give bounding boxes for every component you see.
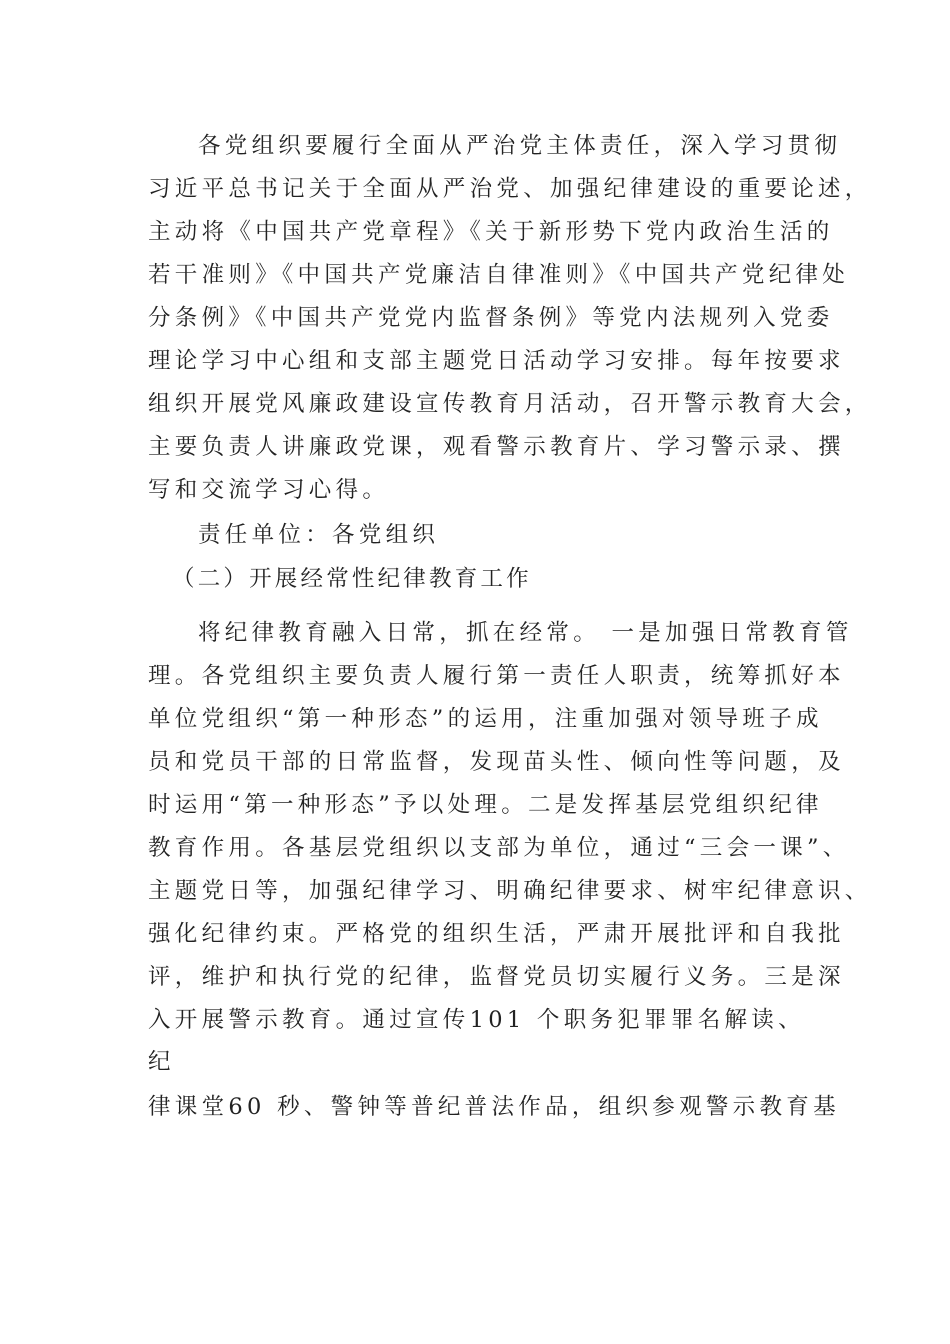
- paragraph-line: 主要负责人讲廉政党课，观看警示教育片、学习警示录、撰: [148, 434, 845, 460]
- paragraph-line: 各党组织要履行全面从严治党主体责任，深入学习贯彻: [198, 133, 842, 159]
- paragraph-line: 将纪律教育融入日常，抓在经常。 一是加强日常教育管: [198, 620, 853, 646]
- paragraph-line: 主题党日等，加强纪律学习、明确纪律要求、树牢纪律意识、: [148, 878, 872, 904]
- paragraph-line: 纪: [148, 1049, 175, 1075]
- paragraph-line: 单位党组织“第一种形态”的运用，注重加强对领导班子成: [148, 706, 823, 732]
- paragraph-line: 主动将《中国共产党章程》《关于新形势下党内政治生活的: [148, 219, 834, 245]
- paragraph-line: 员和党员干部的日常监督，发现苗头性、倾向性等问题，及: [148, 749, 845, 775]
- paragraph-line: 强化纪律约束。严格党的组织生活，严肃开展批评和自我批: [148, 921, 845, 947]
- paragraph-line: 教育作用。各基层党组织以支部为单位，通过“三会一课”、: [148, 835, 850, 861]
- paragraph-line: 律课堂60 秒、警钟等普纪普法作品，组织参观警示教育基: [148, 1094, 840, 1120]
- section-heading: （二）开展经常性纪律教育工作: [172, 566, 532, 592]
- paragraph-line: 入开展警示教育。通过宣传101 个职务犯罪罪名解读、: [148, 1007, 805, 1033]
- paragraph-line: 理。各党组织主要负责人履行第一责任人职责，统筹抓好本: [148, 663, 845, 689]
- paragraph-line: 组织开展党风廉政建设宣传教育月活动，召开警示教育大会，: [148, 391, 872, 417]
- paragraph-line: 写和交流学习心得。: [148, 477, 390, 503]
- responsible-unit-line: 责任单位：各党组织: [198, 522, 440, 548]
- paragraph-line: 理论学习中心组和支部主题党日活动学习安排。每年按要求: [148, 348, 845, 374]
- paragraph-line: 若干准则》《中国共产党廉洁自律准则》《中国共产党纪律处: [148, 262, 850, 288]
- paragraph-line: 习近平总书记关于全面从严治党、加强纪律建设的重要论述，: [148, 176, 872, 202]
- paragraph-line: 评，维护和执行党的纪律，监督党员切实履行义务。三是深: [148, 964, 845, 990]
- paragraph-line: 时运用“第一种形态”予以处理。二是发挥基层党组织纪律: [148, 792, 823, 818]
- paragraph-line: 分条例》《中国共产党党内监督条例》等党内法规列入党委: [148, 305, 834, 331]
